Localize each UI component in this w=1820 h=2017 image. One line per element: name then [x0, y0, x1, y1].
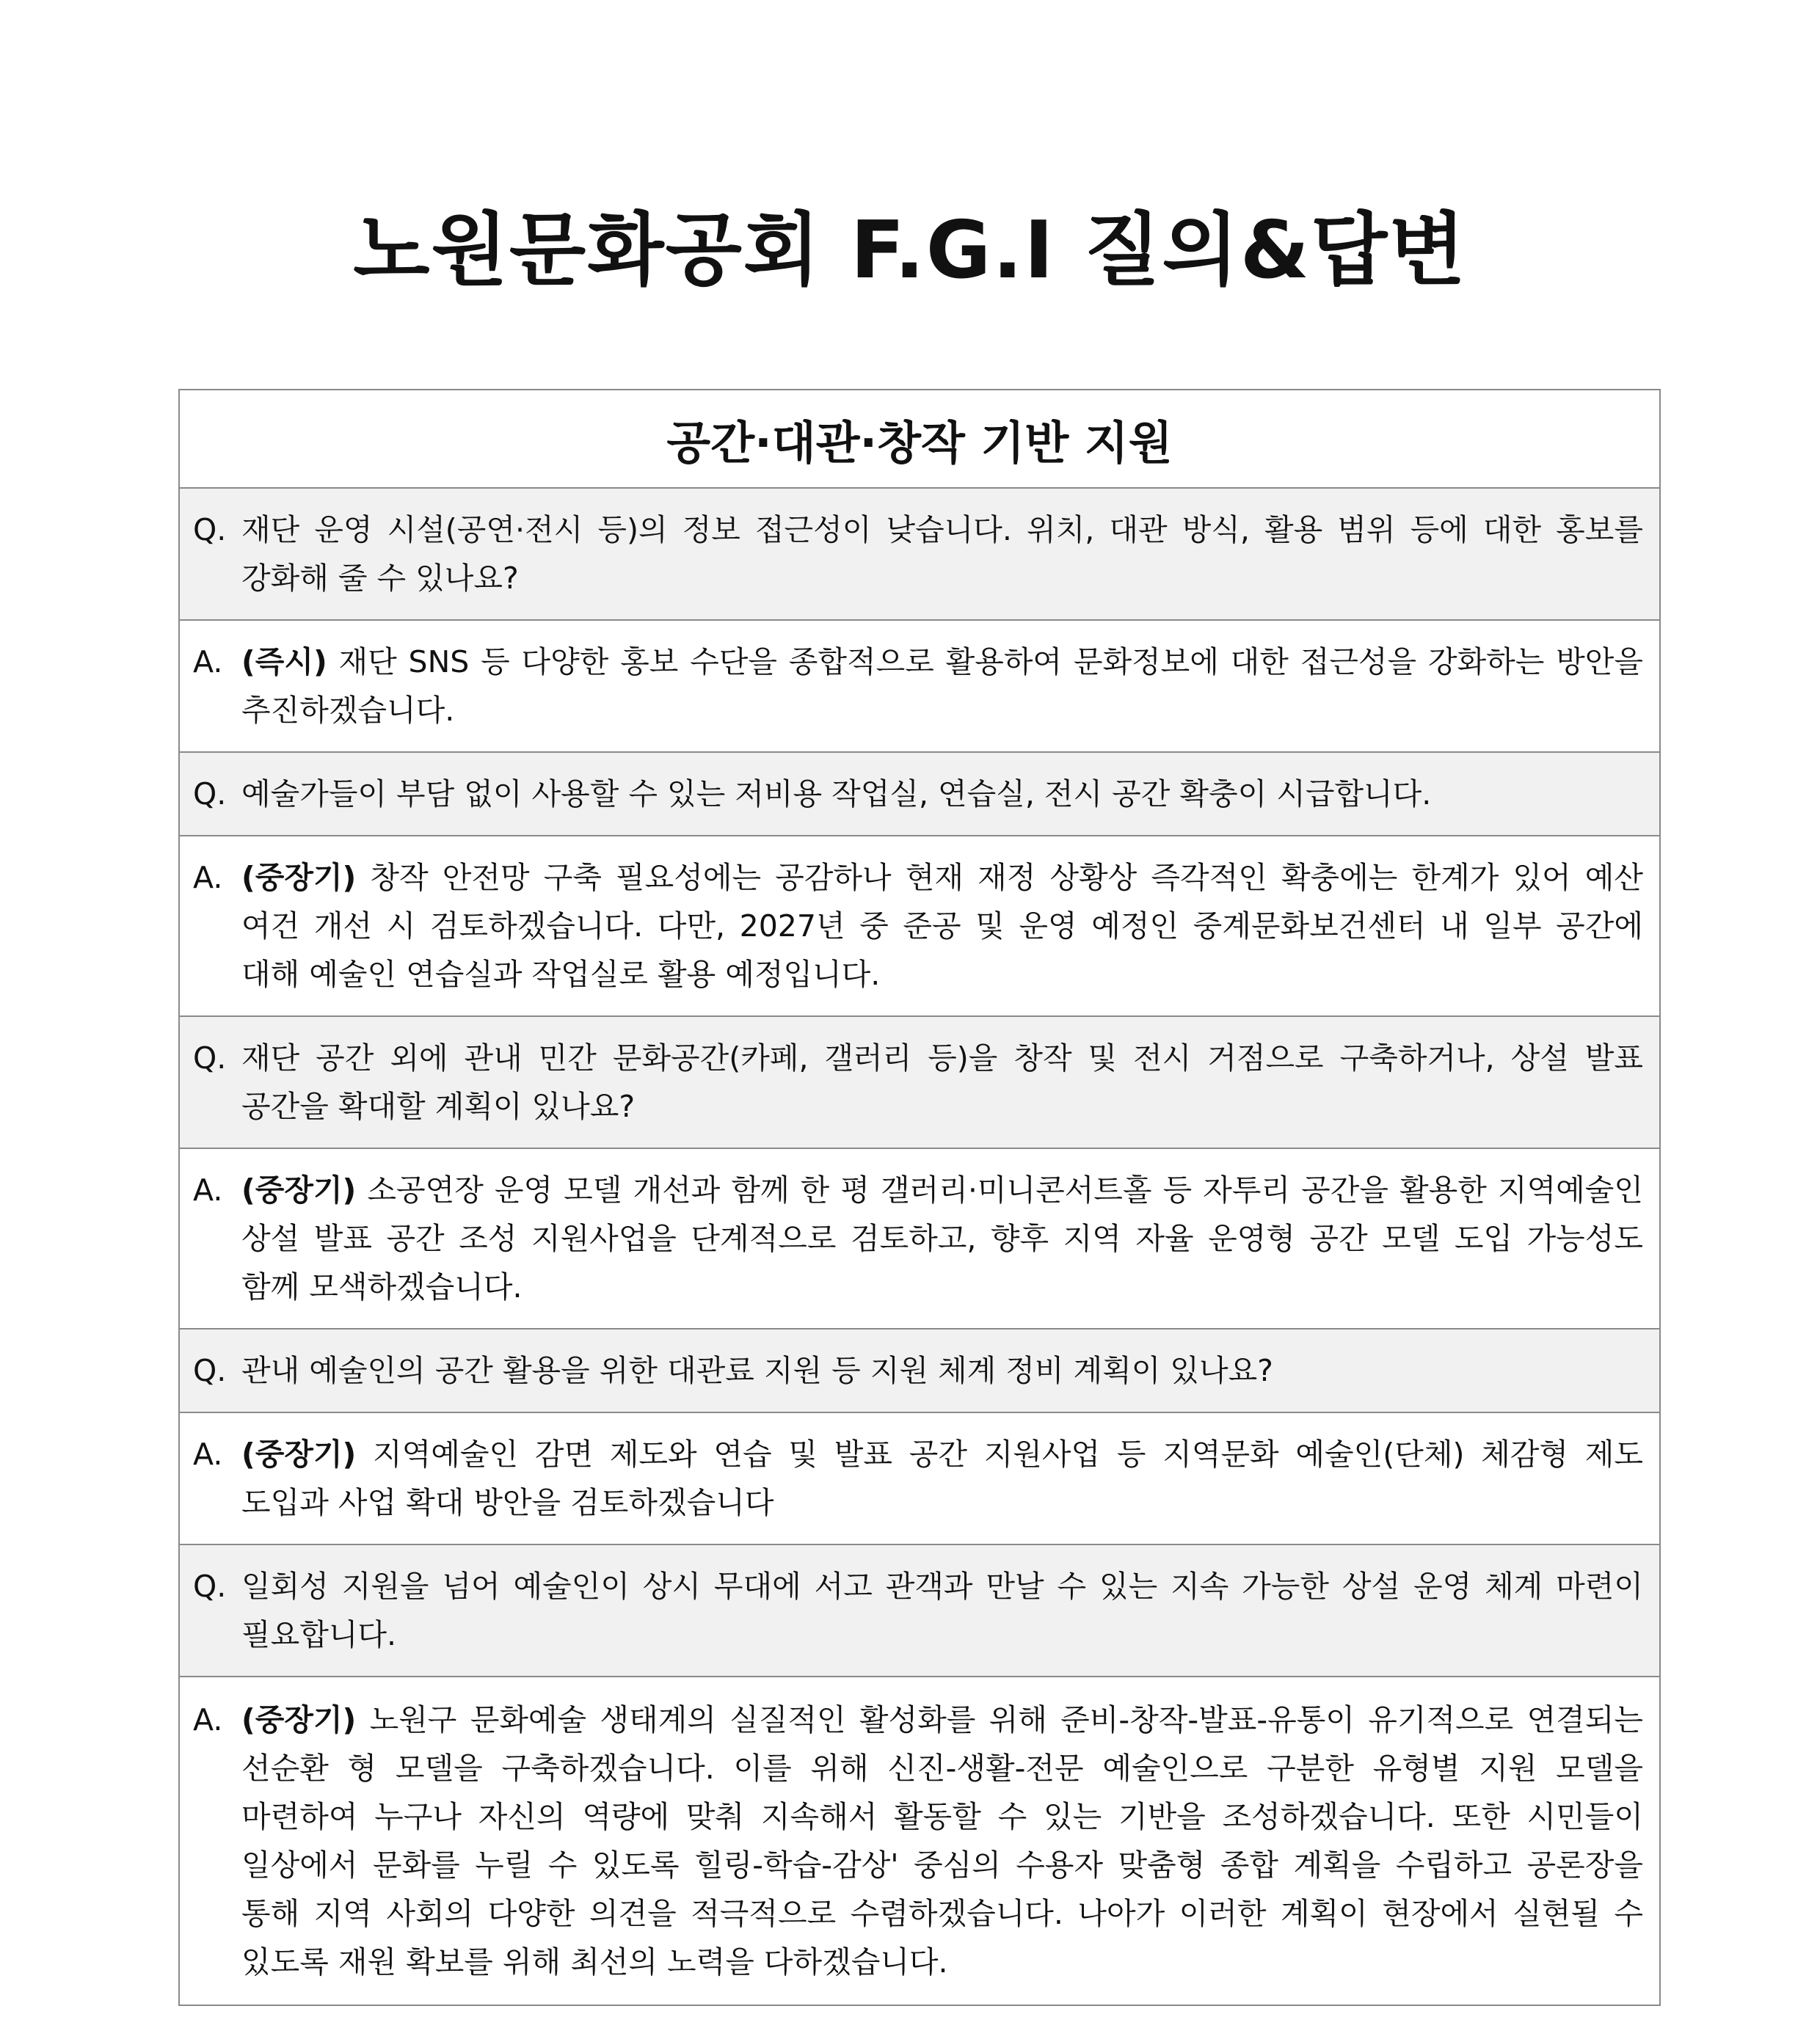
question-row: [180, 489, 1659, 621]
question-row: [180, 753, 1659, 836]
question-row: [180, 1330, 1659, 1413]
question-text: [241, 1562, 1643, 1659]
answer-row: [180, 1677, 1659, 2005]
section-title: 공간·대관·창작 기반 지원: [180, 390, 1659, 489]
question-body: 예술가들이 부담 없이 사용할 수 있는 저비용 작업실, 연습실, 전시 공간 확충이 시급합니다.: [241, 776, 1432, 811]
answer-body: 노원구 문화예술 생태계의 실질적인 활성화를 위해 준비-창작-발표-유통이 유기적으로 연결되는 선순환 형 모델을 구축하겠습니다. 이를 위해 신진-생활-전문 예술인으로 구분한 유형별 지원 모델을 마련하여 누구나 자신의 역량에 맞춰 지속해서 활동할 수 있는 기반을 조성하겠습니다. 또한 시민들이 일상에서 문화를 누릴 수 있도록 힐링-학습-감상' 중심의 수용자 맞춤형 종합 계획을 수립하고 공론장을 통해 지역 사회의 다양한 의견을 적극적으로 수렴하겠습니다. 나아가 이러한 계획이 현장에서 실현될 수 있도록 재원 확보를 위해 최선의 노력을 다하겠습니다.: [241, 1702, 1643, 1980]
question-prefix: Q.: [193, 512, 227, 547]
question-row: [180, 1545, 1659, 1677]
answer-row: [180, 1149, 1659, 1330]
question-text: [241, 506, 1643, 602]
answer-row: [180, 836, 1659, 1017]
answer-prefix: A.: [193, 1172, 223, 1208]
page-title: 노원문화공회 F.G.I 질의&답변: [353, 205, 1467, 296]
question-text: [241, 1034, 1643, 1131]
answer-prefix: A.: [193, 860, 223, 895]
question-prefix: Q.: [193, 1353, 227, 1388]
question-body: 재단 운영 시설(공연·전시 등)의 정보 접근성이 낮습니다. 위치, 대관 방식, 활용 범위 등에 대한 홍보를 강화해 줄 수 있나요?: [241, 512, 1643, 596]
answer-tag: (중장기): [241, 1172, 357, 1208]
answer-body: 재단 SNS 등 다양한 홍보 수단을 종합적으로 활용하여 문화정보에 대한 접근성을 강화하는 방안을 추진하겠습니다.: [241, 644, 1643, 728]
answer-text: [241, 1166, 1643, 1311]
question-text: [241, 1346, 1643, 1395]
qa-table: [178, 389, 1661, 2006]
answer-prefix: A.: [193, 1702, 223, 1737]
answer-text: [241, 853, 1643, 999]
answer-body: 창작 안전망 구축 필요성에는 공감하나 현재 재정 상황상 즉각적인 확충에는 한계가 있어 예산 여건 개선 시 검토하겠습니다. 다만, 2027년 중 준공 및 운영 예정인 중계문화보건센터 내 일부 공간에 대해 예술인 연습실과 작업실로 활용 예정입니다.: [241, 860, 1643, 992]
answer-tag: (중장기): [241, 1702, 357, 1737]
question-text: [241, 770, 1643, 818]
question-prefix: Q.: [193, 776, 227, 811]
answer-body: 지역예술인 감면 제도와 연습 및 발표 공간 지원사업 등 지역문화 예술인(단체) 체감형 제도 도입과 사업 확대 방안을 검토하겠습니다: [241, 1437, 1643, 1520]
question-body: 일회성 지원을 넘어 예술인이 상시 무대에 서고 관객과 만날 수 있는 지속 가능한 상설 운영 체계 마련이 필요합니다.: [241, 1569, 1643, 1652]
answer-text: [241, 638, 1643, 734]
answer-row: [180, 1413, 1659, 1545]
answer-prefix: A.: [193, 644, 223, 679]
question-row: [180, 1017, 1659, 1149]
answer-row: [180, 621, 1659, 753]
question-prefix: Q.: [193, 1040, 227, 1076]
question-body: 재단 공간 외에 관내 민간 문화공간(카페, 갤러리 등)을 창작 및 전시 거점으로 구축하거나, 상설 발표 공간을 확대할 계획이 있나요?: [241, 1040, 1643, 1124]
answer-text: [241, 1430, 1643, 1527]
question-prefix: Q.: [193, 1569, 227, 1604]
answer-text: [241, 1696, 1643, 1986]
answer-prefix: A.: [193, 1437, 223, 1472]
answer-tag: (중장기): [241, 1437, 357, 1472]
answer-tag: (즉시): [241, 644, 327, 679]
question-body: 관내 예술인의 공간 활용을 위한 대관료 지원 등 지원 체계 정비 계획이 있나요?: [241, 1353, 1273, 1388]
answer-tag: (중장기): [241, 860, 357, 895]
answer-body: 소공연장 운영 모델 개선과 함께 한 평 갤러리·미니콘서트홀 등 자투리 공간을 활용한 지역예술인 상설 발표 공간 조성 지원사업을 단계적으로 검토하고, 향후 지역 자율 운영형 공간 모델 도입 가능성도 함께 모색하겠습니다.: [241, 1172, 1643, 1305]
